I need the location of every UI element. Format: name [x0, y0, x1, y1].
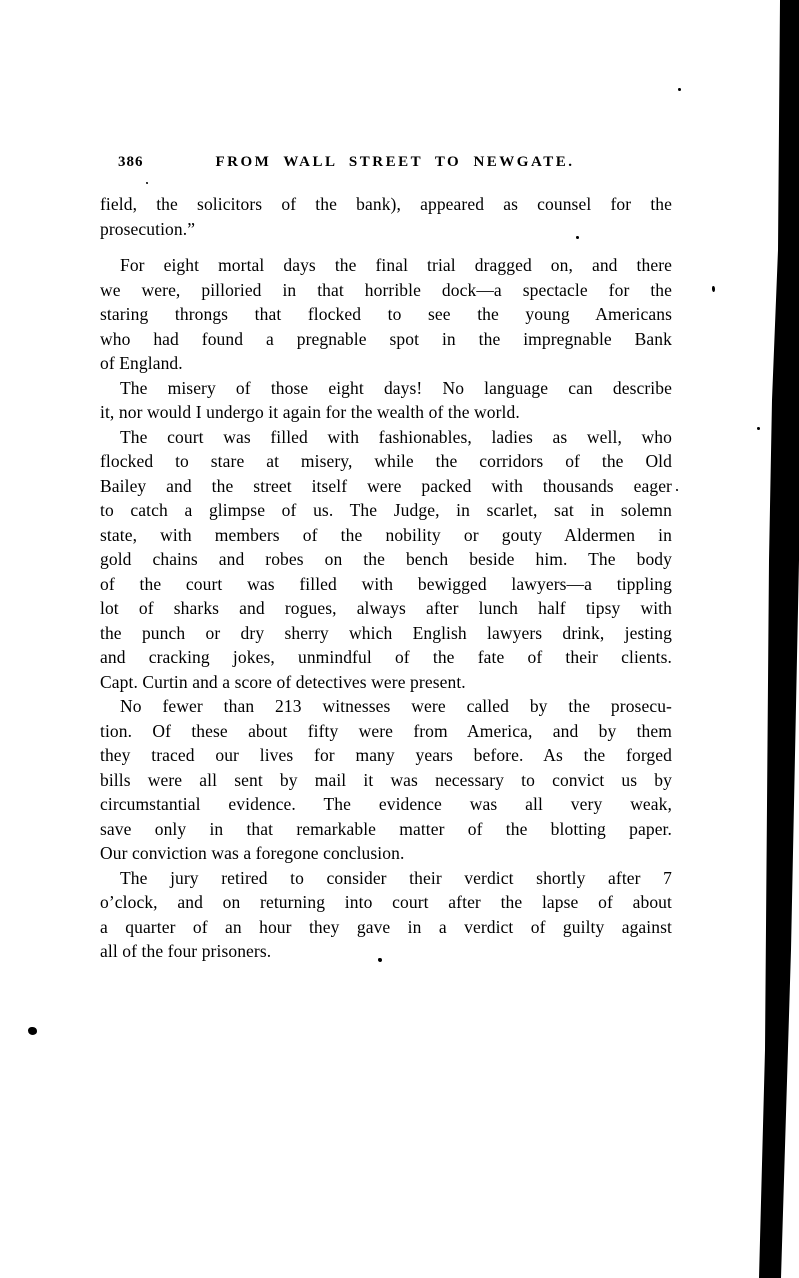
paragraph — [100, 253, 672, 376]
text-line: state, with members of the nobility or gouty Aldermen in — [100, 524, 672, 545]
text-line: prosecution.” — [100, 218, 196, 239]
scan-speck — [28, 1027, 37, 1035]
text-line: lot of sharks and rogues, always after lunch half tipsy with — [100, 598, 672, 618]
paragraph — [100, 192, 672, 241]
text-line: it, nor would I undergo it again for the wealth of the world. — [100, 402, 520, 422]
paragraph — [100, 866, 672, 964]
text-line: who had found a pregnable spot in the impregnable Bank — [100, 328, 672, 349]
page-body — [100, 192, 672, 964]
text-line: staring throngs that flocked to see the young Americans — [100, 304, 672, 324]
text-line: all of the four prisoners. — [100, 941, 272, 961]
text-line: Our conviction was a foregone conclusion. — [100, 843, 405, 863]
text-line: a quarter of an hour they gave in a verdict of guilty against — [100, 916, 672, 937]
text-line: flocked to stare at misery, while the corridors of the Old — [100, 451, 672, 471]
text-line: the punch or dry sherry which English lawyers drink, jesting — [100, 622, 672, 643]
scan-speck — [757, 427, 760, 430]
text-line: No fewer than 213 witnesses were called by the prosecu- — [120, 696, 672, 716]
paragraph — [100, 694, 672, 866]
text-line: o’clock, and on returning into court after the lapse of about — [100, 892, 672, 912]
text-line: The misery of those eight days! No language can describe — [120, 377, 672, 398]
text-line: we were, pilloried in that horrible dock—a spectacle for the — [100, 279, 672, 300]
text-line: tion. Of these about fifty were from America, and by them — [100, 720, 672, 741]
text-line: Bailey and the street itself were packed with thousands eager — [100, 475, 672, 496]
text-line: Capt. Curtin and a score of detectives were present. — [100, 671, 466, 692]
text-line: bills were all sent by mail it was necessary to convict us by — [100, 769, 672, 790]
text-line: of the court was filled with bewigged lawyers—a tippling — [100, 573, 672, 594]
scan-speck — [146, 182, 148, 184]
scan-speck — [676, 489, 678, 491]
paragraph — [100, 425, 672, 695]
text-line: they traced our lives for many years before. As the forged — [100, 745, 672, 765]
scan-speck — [712, 286, 715, 292]
text-line: gold chains and robes on the bench beside him. The body — [100, 549, 672, 569]
text-line: The court was filled with fashionables, ladies as well, who — [120, 426, 672, 447]
scan-speck — [576, 236, 579, 239]
text-line: to catch a glimpse of us. The Judge, in scarlet, sat in solemn — [100, 500, 672, 520]
text-line: The jury retired to consider their verdict shortly after 7 — [120, 867, 672, 888]
page-number: 386 — [118, 154, 144, 170]
text-line: save only in that remarkable matter of the blotting paper. — [100, 818, 672, 839]
text-line: circumstantial evidence. The evidence was all very weak, — [100, 794, 672, 814]
scan-speck — [678, 88, 681, 91]
scan-speck — [378, 958, 382, 962]
running-head: FROM WALL STREET TO NEWGATE. — [215, 154, 575, 170]
text-line: of England. — [100, 353, 183, 373]
text-line: For eight mortal days the final trial dragged on, and there — [120, 255, 672, 275]
gutter-bar — [759, 0, 799, 1278]
text-line: and cracking jokes, unmindful of the fate of their clients. — [100, 647, 672, 667]
text-line: field, the solicitors of the bank), appeared as counsel for the — [100, 194, 672, 214]
paragraph — [100, 376, 672, 425]
